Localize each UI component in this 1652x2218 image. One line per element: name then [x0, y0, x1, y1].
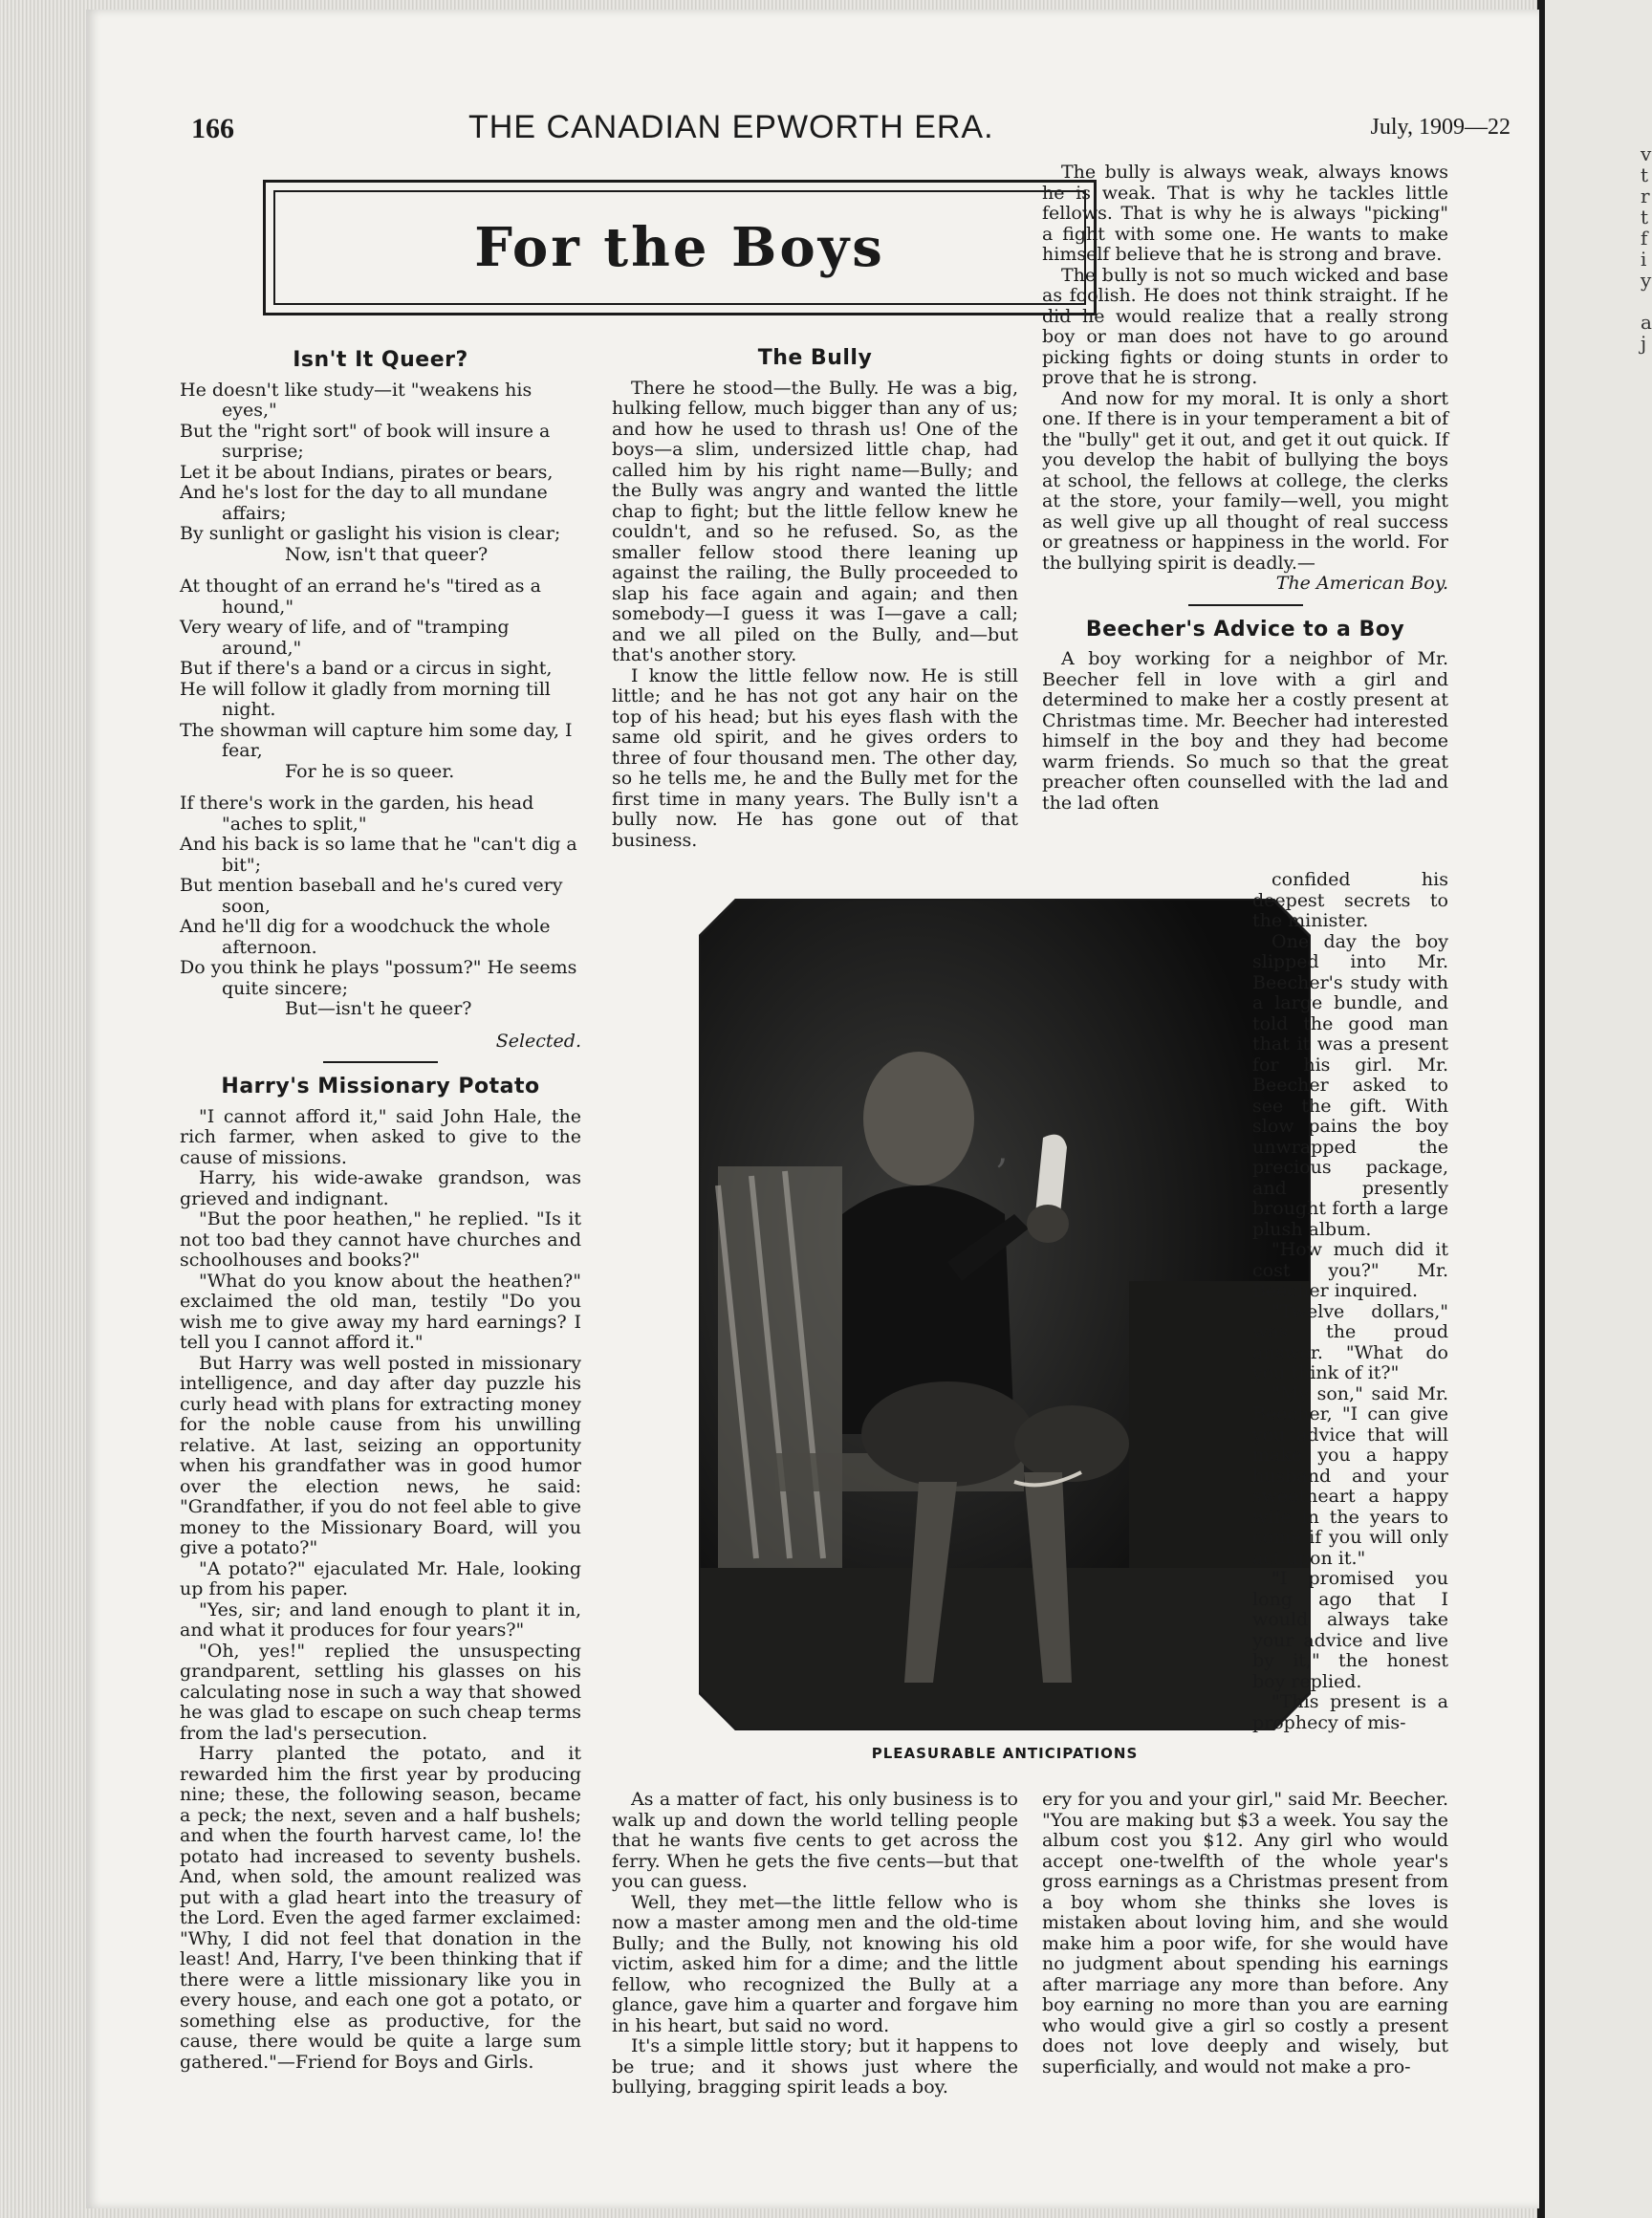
facing-page-letter: t [1641, 163, 1649, 186]
page-number: 166 [191, 113, 234, 144]
poem-refrain: But—isn't he queer? [285, 998, 472, 1019]
facing-page-letter: v [1641, 142, 1652, 165]
poem-line: But if there's a band or a circus in sight, [180, 658, 553, 679]
poem-title: Isn't It Queer? [293, 348, 468, 372]
story-paragraph: And now for my moral. It is only a short one. If there is in your temperament a bit of the "bully" get it out, and get it out quick. If you develop the habit of bullying the boys at school, the fellows at college, the clerks at the store, your family—well, you might as well give up all thought of real success or greatness or happiness in the world. For the bullying spirit is deadly.— [1042, 387, 1448, 574]
poem-line: He will follow it gladly from morning till night. [180, 678, 551, 720]
story-paragraph: There he stood—the Bully. He was a big, hulking fellow, much bigger than any of us; and how he used to thrash us! One of the boys—a slim, undersized little chap, had called him by his right name—Bully; and the Bully was angry and wanted the little chap to fight; but the little fellow knew he couldn't, and so he refused. So, as the smaller fellow stood there leaning up against the railing, the Bully proceeded to slap his face again and again; and then somebody—I guess it was I—gave a call; and we all piled on the Bully, and—but that's another story. [612, 377, 1018, 665]
poem-credit: Selected. [495, 1030, 581, 1052]
story-paragraph: "My son," said Mr. Beecher, "I can give you advice that will make you a happy husband and your sweetheart a happy wife in the years to come if you will only act upon it." [1252, 1382, 1448, 1569]
story-paragraph: "How much did it cost you?" Mr. Beecher inquired. [1252, 1239, 1448, 1301]
story-paragraph: The bully is not so much wicked and base as foolish. He does not think straight. If he did he would realize that a really strong boy or man does not have to go around picking fights or doing stunts in order to prove that he is strong. [1042, 264, 1448, 388]
magazine-page [86, 10, 1539, 2208]
beecher-title: Beecher's Advice to a Boy [1085, 617, 1405, 641]
story-paragraph: I know the little fellow now. He is still little; and he has not got any hair on the top of his head; but his eyes flash with the same old spirit, and he gives orders to three of four thousand men. The other day, so he tells me, he and the Bully met for the first time in many years. The Bully isn't a bully now. He has gone out of that business. [612, 664, 1018, 851]
story-paragraph: It's a simple little story; but it happens to be true; and it shows just where the bullying, bragging spirit leads a boy. [612, 2035, 1018, 2098]
section-divider-2 [1188, 604, 1303, 606]
story-paragraph: Harry, his wide-awake grandson, was grieved and indignant. [180, 1167, 581, 1209]
section-banner [263, 180, 1097, 315]
column-right-bottom [1042, 1790, 1448, 2077]
column-left [180, 344, 581, 2073]
poem-line: And he's lost for the day to all mundane affairs; [180, 482, 548, 524]
bully-credit: The American Boy. [1275, 573, 1448, 594]
poem-line: If there's work in the garden, his head "aches to split," [180, 793, 534, 835]
facing-page-text-fragment [1641, 143, 1652, 354]
poem-refrain: Now, isn't that queer? [285, 543, 489, 565]
poem-line: But the "right sort" of book will insure a surprise; [180, 420, 551, 462]
banner-inner-frame [273, 190, 1086, 305]
poem-line: Let it be about Indians, pirates or bears, [180, 461, 554, 483]
potato-story [180, 1107, 581, 2074]
poem-line: But mention baseball and he's cured very soon, [180, 875, 563, 917]
facing-page [1545, 0, 1652, 2218]
bully-story-part-2 [612, 1790, 1018, 2098]
poem-line: Do you think he plays "possum?" He seems quite sincere; [180, 957, 577, 999]
story-paragraph: One day the boy slipped into Mr. Beecher's study with a large bundle, and told the good man that it was a present for his girl. Mr. Beecher asked to see the gift. With slow pains the boy unwrapped the precious package, and presently brought forth a large plush album. [1252, 930, 1448, 1240]
issue-date: July, 1909—22 [1370, 115, 1511, 140]
photo-boy-with-banana [699, 899, 1311, 1730]
facing-page-letter [1641, 291, 1652, 312]
story-paragraph: "I promised you long ago that I would always take your advice and live by it," the honest boy replied. [1252, 1568, 1448, 1692]
story-paragraph: But Harry was well posted in missionary intelligence, and day after day puzzle his curly head with plans for extracting money for the noble cause from his unwilling relative. At last, seizing an opportunity when his grandfather was in good humor over the election news, he said: "Grandfather, if you do not feel able to give money to the Missionary Board, will you give a potato?" [180, 1352, 581, 1558]
story-paragraph: Well, they met—the little fellow who is now a master among men and the old-time Bully; and the Bully, not knowing his old victim, asked him for a dime; and the little fellow, who recognized the Bully at a glance, gave him a quarter and forgave him in his heart, but said no word. [612, 1891, 1018, 2036]
photo-caption: PLEASURABLE ANTICIPATIONS [871, 1745, 1139, 1762]
facing-page-letter: t [1641, 206, 1649, 228]
poem-line: And he'll dig for a woodchuck the whole afternoon. [180, 916, 551, 958]
story-paragraph: As a matter of fact, his only business is to walk up and down the world telling people that he wants five cents to get across the ferry. When he gets the five cents—but that you can guess. [612, 1789, 1018, 1892]
facing-page-letter: y [1641, 269, 1652, 292]
poem-line: He doesn't like study—it "weakens his eyes," [180, 379, 533, 421]
margin-mark: , [996, 1128, 1009, 1172]
story-paragraph: Harry planted the potato, and it rewarded him the first year by producing nine; these, the following season, became a peck; the next, seven and a half bushels; and when the fourth harvest came, lo! the potato had increased to seventy bushels. And, when sold, the amount realized was put with a glad heart into the treasury of the Lord. Even the aged farmer exclaimed: "Why, I did not feel that donation in the least! And, Harry, I've been thinking that if there were a little missionary like you in every house, and each one got a potato, or something else as productive, for the cause, there would be quite a large sum gathered."—Friend for Boys and Girls. [180, 1743, 581, 2073]
facing-page-letter: i [1641, 248, 1647, 271]
poem-stanza [180, 576, 581, 782]
facing-page-letter: j [1641, 332, 1647, 355]
boy-head [863, 1052, 974, 1185]
bully-title: The Bully [757, 346, 873, 370]
facing-page-letter: f [1641, 227, 1648, 250]
potato-title: Harry's Missionary Potato [221, 1075, 540, 1098]
bully-story-part-3 [1042, 163, 1448, 574]
beecher-story-part-2: ery for you and your girl," said Mr. Beecher. "You are making but $3 a week. You say the album cost you $12. Any girl who would accept one-twelfth of the whole year's gross earnings as a Christmas present from a boy whom she thinks she loves is mistaken about loving him, and she would make him a poor wife, for she would have no judgment about spending his earnings after marriage any more than before. Any boy earning no more than you are earning who would give a girl so costly a present does not love deeply and wisely, but superficially, and would not make a pro- [1042, 1789, 1448, 2077]
story-paragraph: "This present is a prophecy of mis- [1252, 1691, 1448, 1733]
column-right-narrow [1252, 870, 1448, 1733]
column-right-top [1042, 163, 1448, 814]
beecher-intro: A boy working for a neighbor of Mr. Beecher fell in love with a girl and determined to make her a costly present at Christmas time. Mr. Beecher had interested himself in the boy and they had become warm friends. So much so that the great preacher often counselled with the lad and the lad often [1042, 648, 1448, 814]
story-paragraph: "Oh, yes!" replied the unsuspecting grandparent, settling his glasses on his calculating nose in such a way that showed he was glad to escape on such cheap terms from the lad's persecution. [180, 1640, 581, 1744]
story-paragraph: "I cannot afford it," said John Hale, the rich farmer, when asked to give to the cause of missions. [180, 1105, 581, 1168]
poem-stanza [180, 381, 581, 566]
magazine-title: THE CANADIAN EPWORTH ERA. [468, 109, 994, 145]
story-paragraph: confided his deepest secrets to the minister. [1252, 869, 1448, 931]
facing-page-letter: a [1641, 311, 1652, 334]
bully-story-part-1 [612, 379, 1018, 852]
poem-refrain: For he is so queer. [285, 760, 455, 782]
section-divider [323, 1061, 438, 1063]
poem-line: Very weary of life, and of "tramping around," [180, 617, 510, 659]
poem-stanza [180, 794, 581, 1020]
poem-line: By sunlight or gaslight his vision is clear; [180, 523, 561, 544]
story-paragraph: "Yes, sir; and land enough to plant it in, and what it produces for four years?" [180, 1598, 581, 1641]
story-paragraph: "Twelve dollars," was the proud answer. "What do you think of it?" [1252, 1300, 1448, 1383]
story-paragraph: "But the poor heathen," he replied. "Is it not too bad they cannot have churches and schoolhouses and books?" [180, 1208, 581, 1271]
column-middle-bottom [612, 1790, 1018, 2098]
facing-page-letter: r [1641, 185, 1650, 207]
story-paragraph: "A potato?" ejaculated Mr. Hale, looking up from his paper. [180, 1557, 581, 1599]
poem-body [180, 381, 581, 1020]
poem-line: And his back is so lame that he "can't dig a bit"; [180, 834, 577, 876]
poem-line: The showman will capture him some day, I fear, [180, 719, 573, 761]
story-paragraph: "What do you know about the heathen?" exclaimed the old man, testily "Do you wish me to give away my hard earnings? I tell you I cannot afford it." [180, 1270, 581, 1353]
poem-line: At thought of an errand he's "tired as a hound," [180, 576, 541, 618]
page-header [191, 109, 1511, 151]
section-title: For the Boys [474, 216, 885, 279]
beecher-story-part-1 [1252, 870, 1448, 1733]
column-middle-top [612, 342, 1018, 851]
photo-block [699, 899, 1311, 1762]
story-paragraph: The bully is always weak, always knows he is weak. That is why he tackles little fellows. That is why he is always "picking" a fight with some one. He wants to make himself believe that he is strong and brave. [1042, 162, 1448, 265]
